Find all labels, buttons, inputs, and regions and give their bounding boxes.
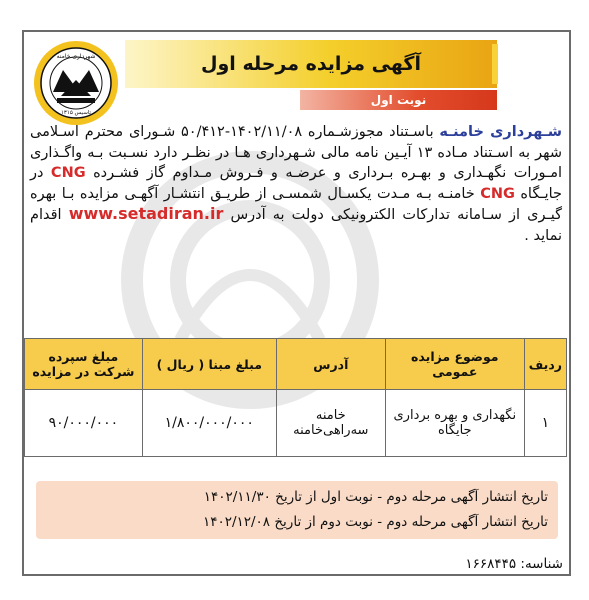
col-row-number: ردیف	[524, 339, 566, 390]
cell-base-price: ۱/۸۰۰/۰۰۰/۰۰۰	[142, 390, 276, 457]
notice-id	[465, 556, 563, 572]
subtitle-banner	[300, 90, 497, 110]
publication-line-2: تاریخ انتشار آگهی مرحله دوم - نوبت دوم از تاریخ ۱۴۰۲/۱۲/۰۸	[202, 514, 548, 530]
website-link[interactable]: www.setadiran.ir	[68, 204, 224, 223]
subtitle: نوبت اول	[370, 93, 427, 107]
body-text-2: در جایـگاه	[30, 165, 563, 202]
org-name: شـهرداری خامنـه	[439, 124, 562, 140]
body-text-4: اقدام نماید .	[30, 207, 562, 244]
col-base-price: مبلغ مبنا ( ریال )	[142, 339, 276, 390]
body-text-1: باسـتناد مجوزشـماره ۱۴۰۲/۱۱/۰۸-۵۰/۴۱۲ شـورای محترم اسـلامی شهر به اسـتناد مـاده ۱۳ آیـین نامه مالی شـهرداری هـا در نظـر دارد نسـبت بـه واگـذاری امـورات نگهـداری و بهـره بـرداری و عرضـه و فـروش مـداوم گاز فشـرده	[30, 124, 562, 181]
body-text-3: خامنـه بـه مـدت یکسـال شمسـی از طریـق انتشـار آگهـی مزایده بـا بهره گیـری از سـامانه تدارکات الکترونیکی دولت به آدرس	[30, 185, 562, 223]
cng-label-2: CNG	[480, 185, 515, 202]
notice-id-label: شناسه:	[520, 556, 563, 572]
publication-dates-box	[36, 481, 558, 539]
table-row	[25, 390, 567, 457]
notice-id-value: ۱۶۶۸۴۴۵	[465, 556, 517, 572]
logo-text-top: شهرداری خامنه	[56, 53, 96, 60]
cell-address: خامنه سه‌راهی‌خامنه	[276, 390, 385, 457]
auction-table	[24, 338, 567, 457]
page-title: آگهی مزایده مرحله اول	[201, 53, 421, 75]
table-header-row	[25, 339, 567, 390]
cell-row-number: ۱	[524, 390, 566, 457]
cell-deposit: ۹۰/۰۰۰/۰۰۰	[25, 390, 143, 457]
col-subject: موضوع مزایده عمومی	[385, 339, 524, 390]
title-banner	[125, 40, 497, 88]
municipality-logo-icon	[33, 40, 119, 126]
publication-line-1: تاریخ انتشار آگهی مرحله دوم - نوبت اول از تاریخ ۱۴۰۲/۱۱/۳۰	[203, 489, 548, 505]
notice-body	[30, 122, 562, 246]
cell-subject: نگهداری و بهره برداری جایگاه	[385, 390, 524, 457]
cng-label-1: CNG	[50, 165, 86, 181]
title-banner-accent	[492, 44, 498, 84]
col-address: آدرس	[276, 339, 385, 390]
logo-text-bottom: تاسیس ۱۳۱۵	[60, 110, 92, 116]
col-deposit: مبلغ سپرده شرکت در مزایده	[25, 339, 143, 390]
